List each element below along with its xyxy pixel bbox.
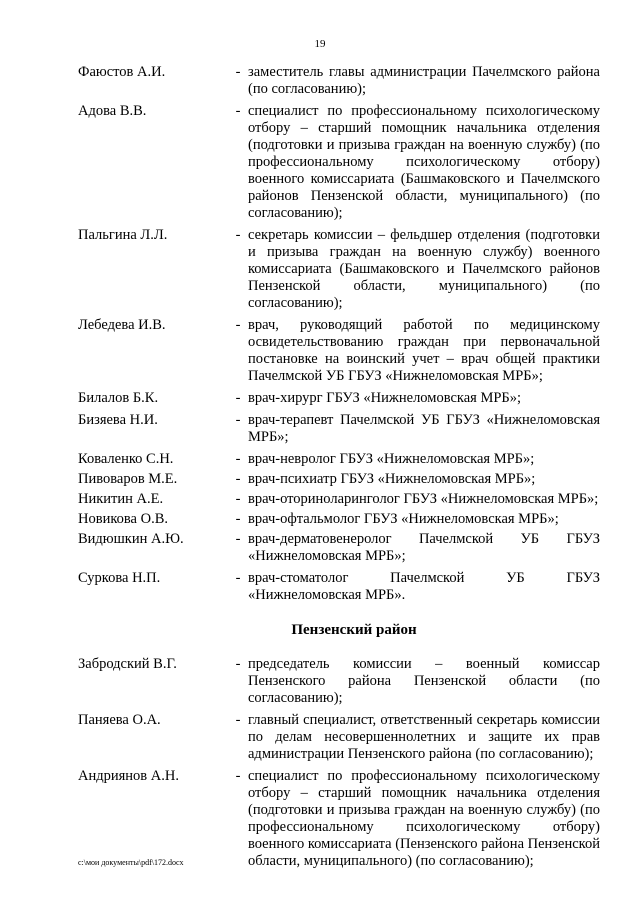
person-name: Забродский В.Г. <box>78 656 177 672</box>
footer-file-path: c:\мои документы\pdf\172.docx <box>78 858 184 867</box>
dash-separator: - <box>235 768 241 784</box>
dash-separator: - <box>235 531 241 547</box>
dash-separator: - <box>235 103 241 119</box>
person-role: врач-терапевт Пачелмской УБ ГБУЗ «Нижнеломовская МРБ»; <box>248 412 600 445</box>
list-item <box>78 317 600 385</box>
list-item <box>78 656 600 707</box>
person-role: врач, руководящий работой по медицинскому освидетельствованию граждан при первоначальной постановке на воинский учет – врач общей практики Пачелмской УБ ГБУЗ «Нижнеломовская МРБ»; <box>248 317 600 384</box>
list-item <box>78 491 600 508</box>
dash-separator: - <box>235 491 241 507</box>
dash-separator: - <box>235 511 241 527</box>
person-name: Андриянов А.Н. <box>78 768 179 784</box>
person-name: Новикова О.В. <box>78 511 168 527</box>
person-role: секретарь комиссии – фельдшер отделения (подготовки и призыва граждан на военную службу) военного комиссариата (Башмаковского и Пачелмского районов Пензенской области, муниципального) (по согласованию); <box>248 227 600 311</box>
person-name: Билалов Б.К. <box>78 390 159 406</box>
page-number: 19 <box>314 38 326 50</box>
dash-separator: - <box>235 712 241 728</box>
list-item <box>78 103 600 222</box>
list-item <box>78 64 600 98</box>
person-name: Суркова Н.П. <box>78 570 161 586</box>
person-role: врач-дерматовенеролог Пачелмской УБ ГБУЗ «Нижнеломовская МРБ»; <box>248 531 600 564</box>
list-item <box>78 531 600 565</box>
dash-separator: - <box>235 570 241 586</box>
list-item <box>78 768 600 870</box>
person-role: специалист по профессиональному психологическому отбору – старший помощник начальника отделения (подготовки и призыва граждан на военную службу) (по профессиональному психологическому отбору) военного комиссариата (Пензенского района Пензенской области, муниципального) (по согласованию); <box>248 768 600 869</box>
list-item <box>78 471 600 488</box>
dash-separator: - <box>235 412 241 428</box>
document-body <box>78 64 600 875</box>
person-role: врач-офтальмолог ГБУЗ «Нижнеломовская МРБ»; <box>248 511 559 527</box>
person-role: специалист по профессиональному психологическому отбору – старший помощник начальника отделения (подготовки и призыва граждан на военную службу) (по профессиональному психологическому отбору) военного комиссариата (Башмаковского и Пачелмского районов Пензенской области, муниципального) (по согласованию); <box>248 103 600 221</box>
person-role: главный специалист, ответственный секретарь комиссии по делам несовершеннолетних и защите их прав администрации Пензенского района (по согласованию); <box>248 712 600 762</box>
person-role: врач-психиатр ГБУЗ «Нижнеломовская МРБ»; <box>248 471 536 487</box>
person-name: Паняева О.А. <box>78 712 161 728</box>
person-name: Пальгина Л.Л. <box>78 227 168 243</box>
person-name: Фаюстов А.И. <box>78 64 166 80</box>
dash-separator: - <box>235 471 241 487</box>
person-role: врач-невролог ГБУЗ «Нижнеломовская МРБ»; <box>248 451 535 467</box>
person-name: Адова В.В. <box>78 103 147 119</box>
dash-separator: - <box>235 227 241 243</box>
person-role: врач-оториноларинголог ГБУЗ «Нижнеломовская МРБ»; <box>248 491 599 507</box>
dash-separator: - <box>235 390 241 406</box>
list-item <box>78 712 600 763</box>
list-item <box>78 570 600 604</box>
dash-separator: - <box>235 451 241 467</box>
person-name: Лебедева И.В. <box>78 317 166 333</box>
person-role: врач-стоматолог Пачелмской УБ ГБУЗ «Нижнеломовская МРБ». <box>248 570 600 603</box>
person-role: врач-хирург ГБУЗ «Нижнеломовская МРБ»; <box>248 390 522 406</box>
dash-separator: - <box>235 656 241 672</box>
person-name: Бизяева Н.И. <box>78 412 158 428</box>
section-heading: Пензенский район <box>291 622 417 638</box>
list-item <box>78 412 600 446</box>
person-name: Коваленко С.Н. <box>78 451 174 467</box>
person-role: председатель комиссии – военный комиссар Пензенского района Пензенской области (по согласованию); <box>248 656 600 706</box>
person-role: заместитель главы администрации Пачелмского района (по согласованию); <box>248 64 600 97</box>
person-name: Пивоваров М.Е. <box>78 471 178 487</box>
dash-separator: - <box>235 64 241 80</box>
person-name: Никитин А.Е. <box>78 491 164 507</box>
list-item <box>78 511 600 528</box>
person-name: Видюшкин А.Ю. <box>78 531 184 547</box>
list-item <box>78 227 600 312</box>
list-item <box>78 451 600 468</box>
dash-separator: - <box>235 317 241 333</box>
list-item <box>78 390 600 407</box>
